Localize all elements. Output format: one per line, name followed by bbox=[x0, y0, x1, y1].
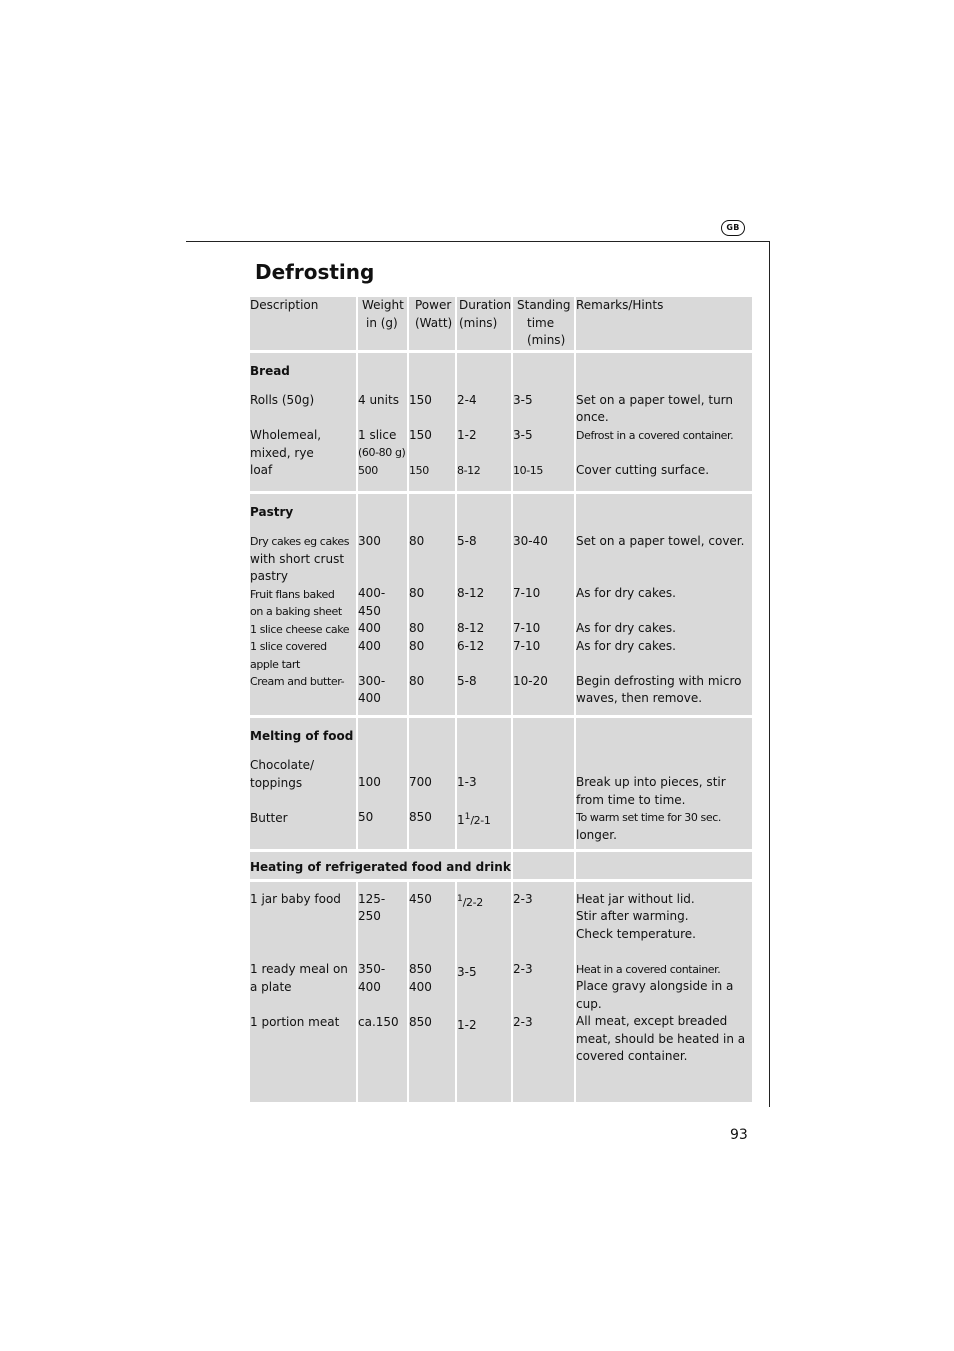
bread-standing-cell: 3-5 3-5 10-15 bbox=[513, 353, 576, 494]
bread-duration-cell: 2-4 1-2 8-12 bbox=[457, 353, 513, 494]
section-melting bbox=[250, 718, 752, 852]
header-standing-time: Standing time (mins) bbox=[513, 297, 576, 353]
section-title-melting: Melting of food bbox=[250, 728, 354, 743]
page-title: Defrosting bbox=[255, 260, 375, 284]
pastry-duration-cell: 5-8 8-12 8-12 6-12 5-8 bbox=[457, 494, 513, 718]
pastry-weight-cell: 300 400- 450 400 400 300- 400 bbox=[358, 494, 409, 718]
melting-duration-cell: 1-3 $1^1/2-1$ bbox=[457, 718, 513, 852]
table-header-row bbox=[250, 297, 752, 353]
melting-description-cell: Melting of food Chocolate/ toppings Butter bbox=[250, 718, 358, 852]
section-bread bbox=[250, 353, 752, 494]
heating-title-remarks-blank bbox=[576, 852, 752, 882]
heating-weight-cell: 125- 250 350- 400 ca.150 bbox=[358, 882, 409, 1102]
bread-weight-cell: 4 units 1 slice (60-80 g) 500 bbox=[358, 353, 409, 494]
section-title-bread: Bread bbox=[250, 363, 290, 378]
heating-remarks-cell: Heat jar without lid. Stir after warming. Check temperature. Heat in a covered container. Place gravy alongside in a cup. All meat, except breaded meat, should be heated in a covered container. bbox=[576, 882, 752, 1102]
section-heating bbox=[250, 882, 752, 1102]
language-badge: GB bbox=[721, 220, 745, 236]
top-rule bbox=[186, 241, 770, 242]
header-remarks: Remarks/Hints bbox=[576, 297, 752, 353]
melting-remarks-cell: Break up into pieces, stir from time to time. To warm set time for 30 sec. longer. bbox=[576, 718, 752, 852]
bread-description-cell: Bread Rolls (50g) Wholemeal, mixed, rye loaf bbox=[250, 353, 358, 494]
heating-description-cell: 1 jar baby food 1 ready meal on a plate 1 portion meat bbox=[250, 882, 358, 1102]
heating-duration-cell: $^1$/2-2 3-5 1-2 bbox=[457, 882, 513, 1102]
bread-power-cell: 150 150 150 bbox=[409, 353, 457, 494]
pastry-standing-cell: 30-40 7-10 7-10 7-10 10-20 bbox=[513, 494, 576, 718]
section-title-heating: Heating of refrigerated food and drink bbox=[250, 852, 513, 882]
pastry-remarks-cell: Set on a paper towel, cover. As for dry cakes. As for dry cakes. As for dry cakes. Begin defrosting with micro waves, then remove. bbox=[576, 494, 752, 718]
heating-standing-cell: 2-3 2-3 2-3 bbox=[513, 882, 576, 1102]
header-weight: Weight in (g) bbox=[358, 297, 409, 353]
melting-power-cell: 700 850 bbox=[409, 718, 457, 852]
defrosting-table bbox=[250, 297, 752, 1102]
section-pastry bbox=[250, 494, 752, 718]
header-power: Power (Watt) bbox=[409, 297, 457, 353]
heating-power-cell: 450 850 400 850 bbox=[409, 882, 457, 1102]
right-rule bbox=[769, 241, 770, 1107]
heating-title-standing-blank bbox=[513, 852, 576, 882]
header-duration: Duration (mins) bbox=[457, 297, 513, 353]
pastry-power-cell: 80 80 80 80 80 bbox=[409, 494, 457, 718]
header-description: Description bbox=[250, 297, 358, 353]
section-title-pastry: Pastry bbox=[250, 504, 294, 519]
melting-standing-cell bbox=[513, 718, 576, 852]
pastry-description-cell: Pastry Dry cakes eg cakes with short crust pastry Fruit flans baked on a baking sheet 1 slice cheese cake 1 slice covered apple tart Cream and butter- bbox=[250, 494, 358, 718]
section-heating-title-row bbox=[250, 852, 752, 882]
page-number: 93 bbox=[730, 1127, 748, 1143]
bread-remarks-cell: Set on a paper towel, turn once. Defrost in a covered container. Cover cutting surface. bbox=[576, 353, 752, 494]
melting-weight-cell: 100 50 bbox=[358, 718, 409, 852]
